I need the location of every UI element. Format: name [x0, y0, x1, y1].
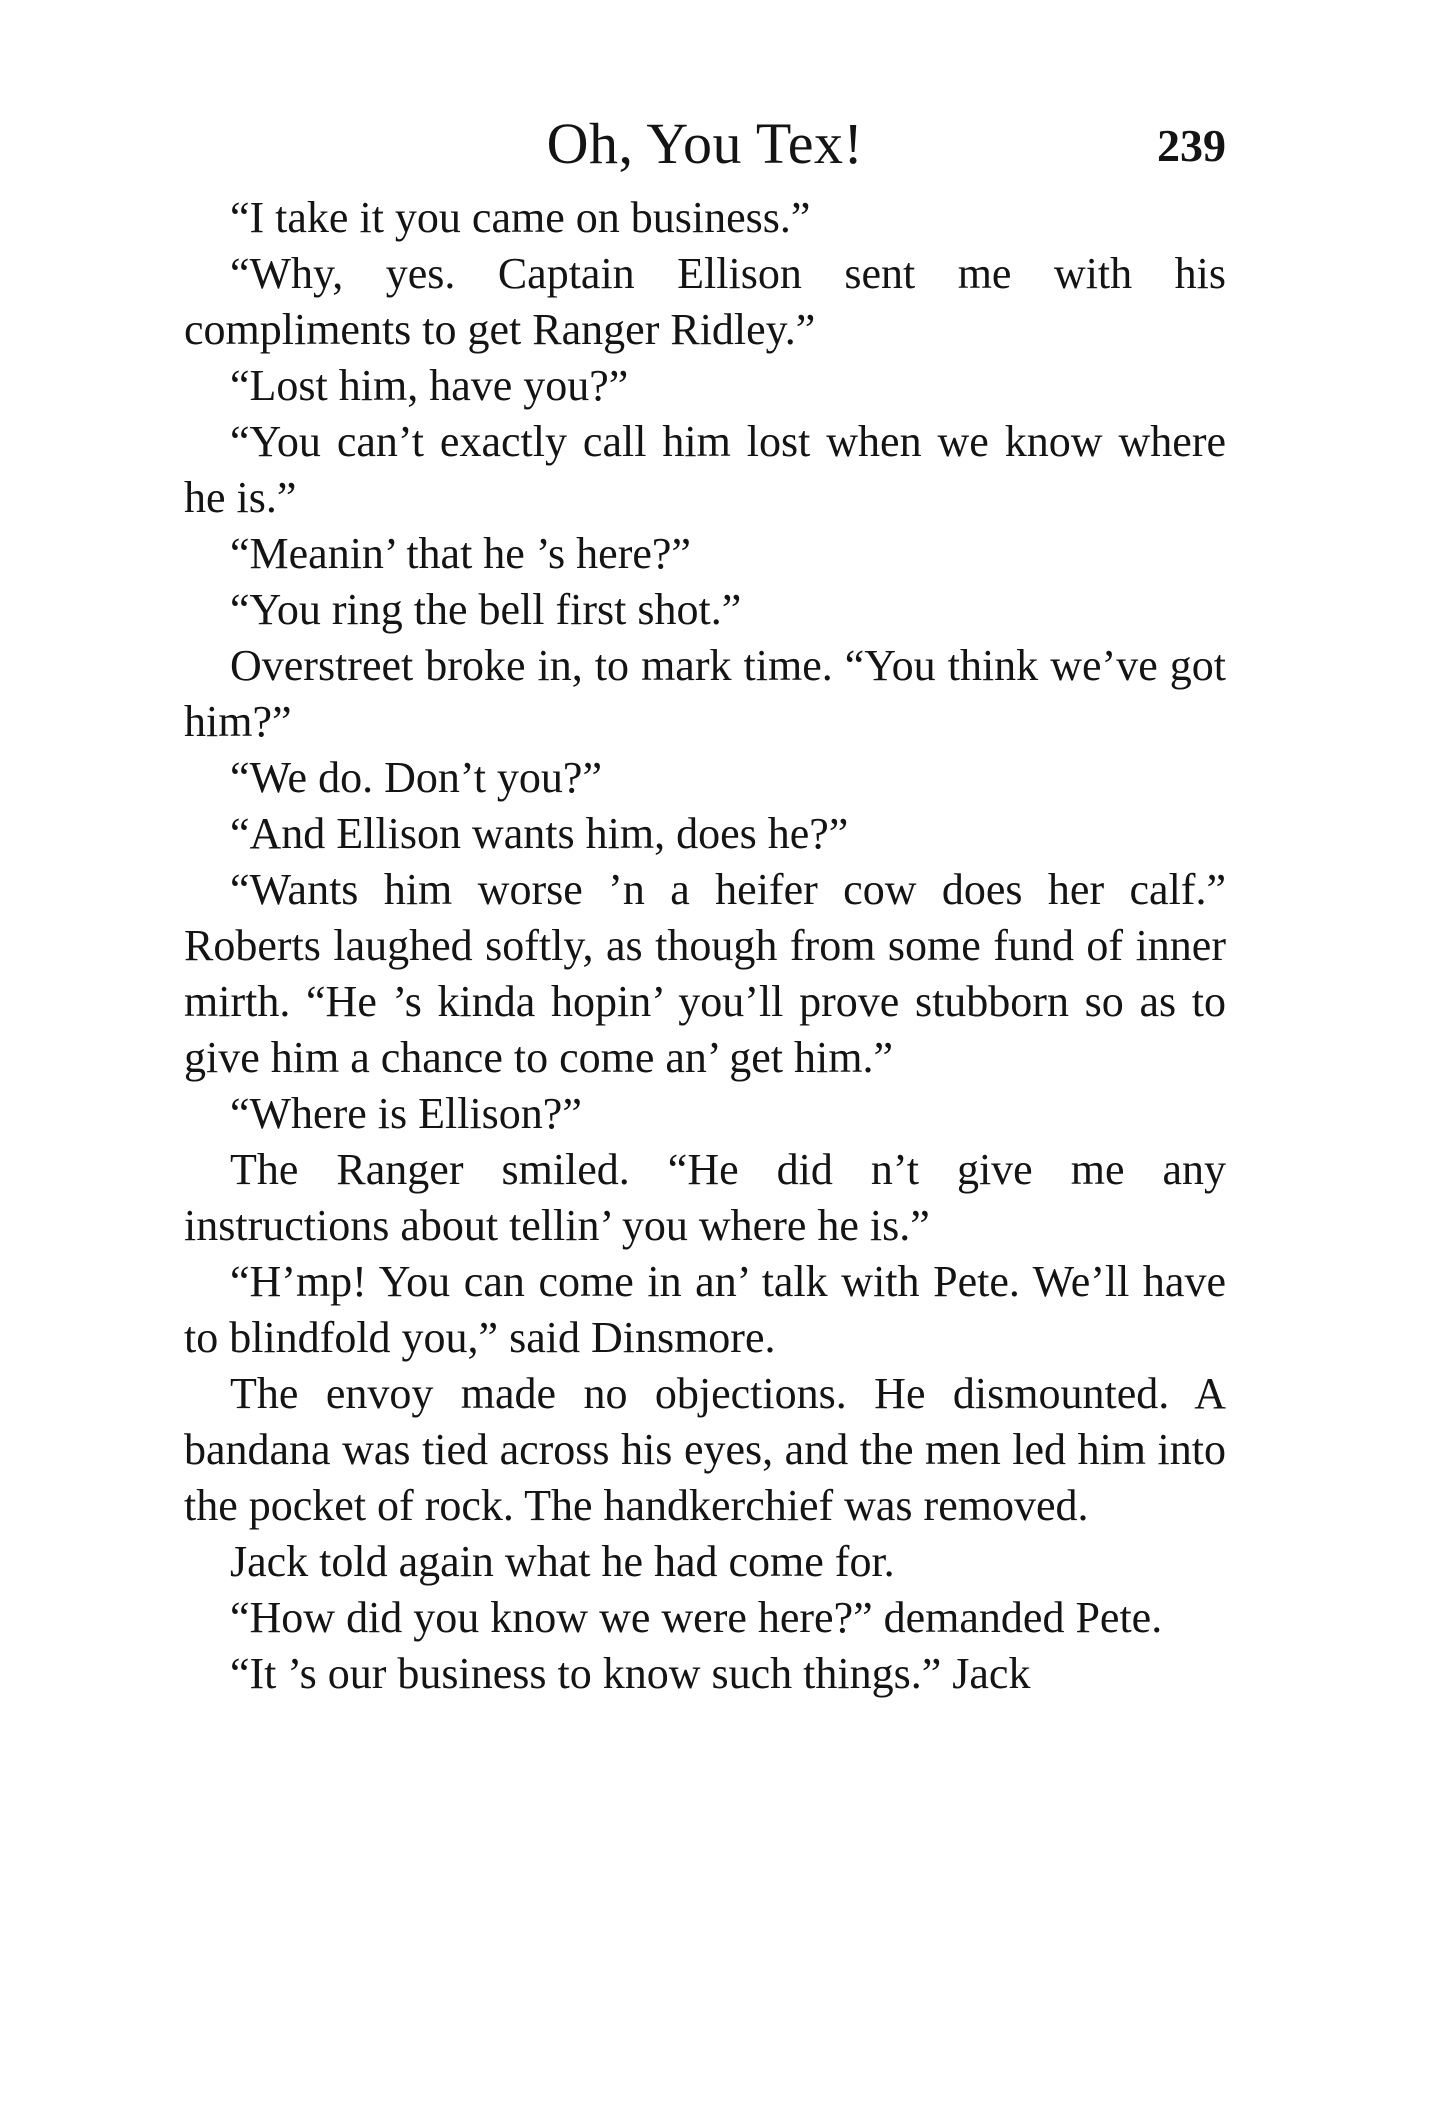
paragraph: “How did you know we were here?” demanded Pete. — [230, 1593, 1163, 1642]
paragraph: “It ’s our business to know such things.” Jack — [230, 1649, 1031, 1698]
paragraph: “You ring the bell first shot.” — [230, 585, 742, 634]
page-header — [184, 104, 1226, 184]
paragraph: Jack told again what he had come for. — [230, 1537, 895, 1586]
page-number: 239 — [1157, 120, 1226, 171]
paragraph: “Lost him, have you?” — [230, 361, 629, 410]
paragraph: “Meanin’ that he ’s here?” — [230, 529, 691, 578]
paragraph: “Why, yes. Captain Ellison sent me with his compliments to get Ranger Ridley.” — [184, 249, 1226, 354]
paragraph: “Where is Ellison?” — [230, 1089, 582, 1138]
paragraph: “We do. Don’t you?” — [230, 753, 602, 802]
running-title: Oh, You Tex! — [546, 111, 864, 176]
paragraph: Overstreet broke in, to mark time. “You think we’ve got him?” — [184, 641, 1226, 746]
body-text — [184, 190, 1226, 1702]
paragraph: “Wants him worse ’n a heifer cow does her calf.” Roberts laughed softly, as though from some fund of inner mirth. “He ’s kinda hopin’ you’ll prove stubborn so as to give him a chance to come an’ get him.” — [184, 865, 1226, 1082]
paragraph: The envoy made no objections. He dismounted. A bandana was tied across his eyes, and the men led him into the pocket of rock. The handkerchief was removed. — [184, 1369, 1226, 1530]
paragraph: “I take it you came on business.” — [230, 193, 811, 242]
paragraph: “You can’t exactly call him lost when we know where he is.” — [184, 417, 1226, 522]
paragraph: “H’mp! You can come in an’ talk with Pete. We’ll have to blindfold you,” said Dinsmore. — [184, 1257, 1226, 1362]
paragraph: “And Ellison wants him, does he?” — [230, 809, 849, 858]
paragraph: The Ranger smiled. “He did n’t give me any instructions about tellin’ you where he is.” — [184, 1145, 1226, 1250]
